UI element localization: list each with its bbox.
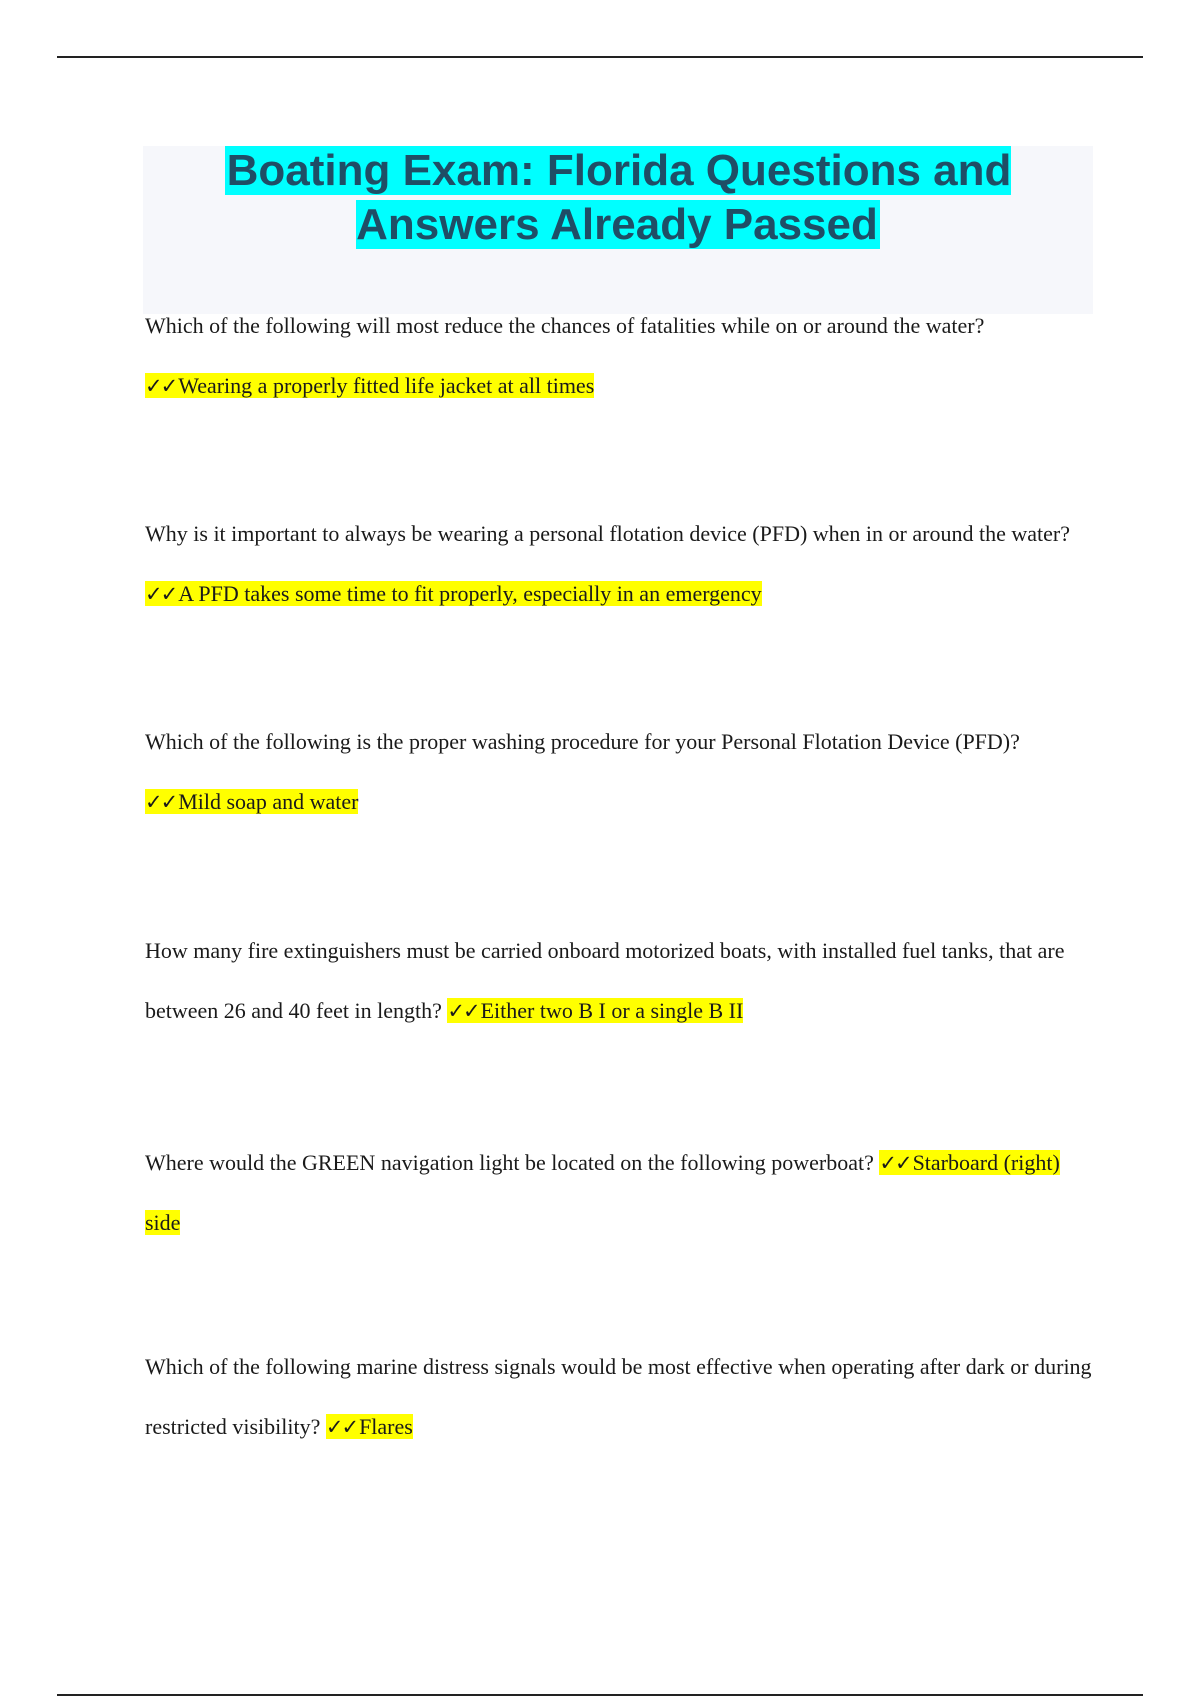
question-text: How many fire extinguishers must be carried onboard motorized boats, with installed fuel tanks, that are between 26 and 40 feet in length? — [145, 938, 1065, 1023]
check-icon: ✓✓ — [145, 374, 177, 398]
check-icon: ✓✓ — [879, 1151, 911, 1175]
question-item-2 — [145, 504, 1095, 624]
answer-label: Wearing a properly fitted life jacket at all times — [178, 373, 595, 398]
question-text: Which of the following will most reduce the chances of fatalities while on or around the water? — [145, 313, 985, 338]
answer-text — [145, 373, 594, 398]
answer-label: Starboard (right) side — [145, 1150, 1060, 1235]
question-item-3 — [145, 712, 1095, 832]
title-highlight: Boating Exam: Florida Questions and Answers Already Passed — [226, 146, 1012, 249]
check-icon: ✓✓ — [145, 582, 177, 606]
answer-text — [447, 998, 743, 1023]
question-item-1 — [145, 296, 1095, 416]
answer-text — [145, 789, 358, 814]
answer-label: Mild soap and water — [178, 789, 359, 814]
check-icon: ✓✓ — [145, 790, 177, 814]
question-text: Where would the GREEN navigation light be located on the following powerboat? — [145, 1150, 874, 1175]
answer-label: A PFD takes some time to fit properly, especially in an emergency — [178, 581, 762, 606]
answer-text — [326, 1414, 413, 1439]
question-item-6 — [145, 1337, 1095, 1457]
question-text: Why is it important to always be wearing a personal flotation device (PFD) when in or around the water? — [145, 521, 1070, 546]
question-item-5 — [145, 1133, 1095, 1253]
bottom-rule — [57, 1694, 1143, 1696]
answer-text — [145, 581, 762, 606]
check-icon: ✓✓ — [325, 1415, 358, 1439]
document-title — [143, 144, 1093, 252]
question-item-4 — [145, 921, 1095, 1041]
answer-label: Flares — [359, 1414, 413, 1439]
question-text: Which of the following is the proper washing procedure for your Personal Flotation Device (PFD)? — [145, 729, 1020, 754]
top-rule — [57, 56, 1143, 58]
check-icon: ✓✓ — [447, 999, 479, 1023]
question-text: Which of the following marine distress signals would be most effective when operating after dark or during restricted visibility? — [145, 1354, 1092, 1439]
answer-label: Either two B I or a single B II — [480, 998, 744, 1023]
